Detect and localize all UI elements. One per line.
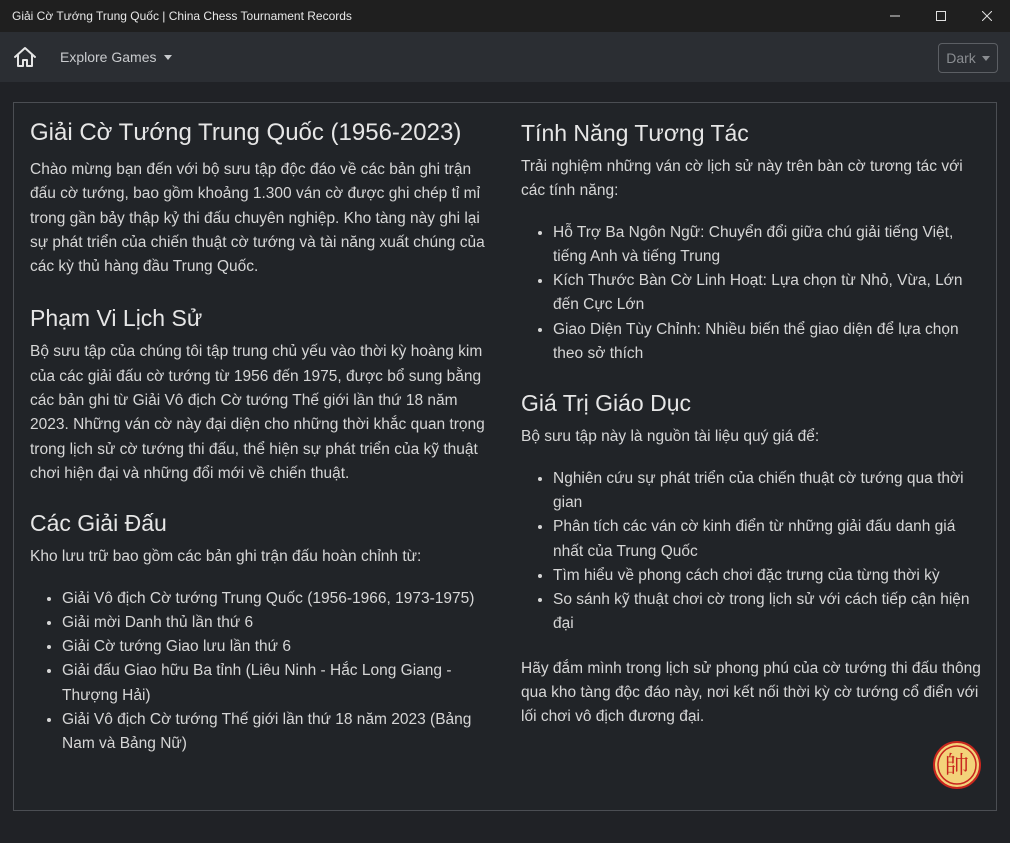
chess-general-piece-icon xyxy=(933,741,981,789)
maximize-button[interactable] xyxy=(918,0,964,32)
left-column xyxy=(30,117,490,757)
features-heading: Tính Năng Tương Tác xyxy=(521,120,749,146)
close-icon xyxy=(982,11,992,21)
window-title: Giải Cờ Tướng Trung Quốc | China Chess Tournament Records xyxy=(12,9,352,23)
history-heading: Phạm Vi Lịch Sử xyxy=(30,305,203,332)
content-card xyxy=(13,102,997,811)
list-item: • Hỗ Trợ Ba Ngôn Ngữ: Chuyển đổi giữa chú giải tiếng Việt, tiếng Anh và tiếng Trung xyxy=(553,221,983,270)
seal-glyph: 帥 xyxy=(945,751,969,779)
list-item: • Giải Vô địch Cờ tướng Thế giới lần thứ 18 năm 2023 (Bảng Nam và Bảng Nữ) xyxy=(62,708,490,757)
list-item: • Giải Cờ tướng Giao lưu lần thứ 6 xyxy=(62,635,490,659)
close-button[interactable] xyxy=(964,0,1010,32)
features-intro: Trải nghiệm những ván cờ lịch sử này trên bàn cờ tương tác với các tính năng: xyxy=(521,158,963,200)
list-item: • So sánh kỹ thuật chơi cờ trong lịch sử với cách tiếp cận hiện đại xyxy=(553,588,983,637)
theme-label: Dark xyxy=(946,50,976,66)
tournaments-intro: Kho lưu trữ bao gồm các bản ghi trận đấu hoàn chỉnh từ: xyxy=(30,548,422,566)
navbar xyxy=(0,32,1010,82)
intro-paragraph: Chào mừng bạn đến với bộ sưu tập độc đáo về các bản ghi trận đấu cờ tướng, bao gồm khoảng 1.300 ván cờ được ghi chép tỉ mỉ trong gần bảy thập kỷ thi đấu chuyên nghiệp. Kho tàng này ghi lại sự phát triển của chiến thuật cờ tướng và tài năng xuất chúng của các kỳ thủ hàng đầu Trung Quốc. xyxy=(30,161,485,276)
list-item: • Nghiên cứu sự phát triển của chiến thuật cờ tướng qua thời gian xyxy=(553,467,983,516)
list-item: • Phân tích các ván cờ kinh điển từ những giải đấu danh giá nhất của Trung Quốc xyxy=(553,515,983,564)
education-list xyxy=(521,467,983,637)
maximize-icon xyxy=(936,11,946,21)
chevron-down-icon xyxy=(164,55,172,60)
history-paragraph: Bộ sưu tập của chúng tôi tập trung chủ yếu vào thời kỳ hoàng kim của các giải đấu cờ tướng từ 1956 đến 1975, được bổ sung bằng các bản ghi từ Giải Vô địch Cờ tướng Thế giới lần thứ 18 năm 2023. Những ván cờ này đại diện cho những thời khắc quan trọng trong lịch sử cờ tướng thi đấu, thể hiện sự phát triển của kỹ thuật chơi hiện đại và những đổi mới về chiến thuật. xyxy=(30,343,485,482)
chevron-down-icon xyxy=(982,56,990,61)
closing-paragraph: Hãy đắm mình trong lịch sử phong phú của cờ tướng thi đấu thông qua kho tàng độc đáo này, nơi kết nối thời kỳ cờ tướng cổ điển với lối chơi vô địch đương đại. xyxy=(521,659,981,726)
education-heading: Giá Trị Giáo Dục xyxy=(521,390,691,417)
minimize-button[interactable] xyxy=(872,0,918,32)
home-button[interactable] xyxy=(12,44,38,70)
home-icon xyxy=(13,46,37,68)
minimize-icon xyxy=(890,11,900,21)
list-item: • Giao Diện Tùy Chỉnh: Nhiều biến thể giao diện để lựa chọn theo sở thích xyxy=(553,318,983,367)
explore-games-dropdown[interactable] xyxy=(60,49,172,65)
theme-dropdown[interactable] xyxy=(938,43,998,73)
list-item: • Giải đấu Giao hữu Ba tỉnh (Liêu Ninh - Hắc Long Giang - Thượng Hải) xyxy=(62,659,490,708)
tournaments-list xyxy=(30,587,490,757)
list-item: • Giải Vô địch Cờ tướng Trung Quốc (1956-1966, 1973-1975) xyxy=(62,587,490,611)
list-item: • Giải mời Danh thủ lần thứ 6 xyxy=(62,611,490,635)
education-intro: Bộ sưu tập này là nguồn tài liệu quý giá để: xyxy=(521,428,820,446)
list-item: • Kích Thước Bàn Cờ Linh Hoạt: Lựa chọn từ Nhỏ, Vừa, Lớn đến Cực Lớn xyxy=(553,269,983,318)
tournaments-heading: Các Giải Đấu xyxy=(30,510,167,537)
features-list xyxy=(521,221,983,367)
page-title: Giải Cờ Tướng Trung Quốc (1956-2023) xyxy=(30,119,462,146)
title-bar xyxy=(0,0,1010,32)
right-column xyxy=(521,117,983,730)
explore-games-label: Explore Games xyxy=(60,49,157,65)
list-item: • Tìm hiểu về phong cách chơi đặc trưng của từng thời kỳ xyxy=(553,564,983,588)
